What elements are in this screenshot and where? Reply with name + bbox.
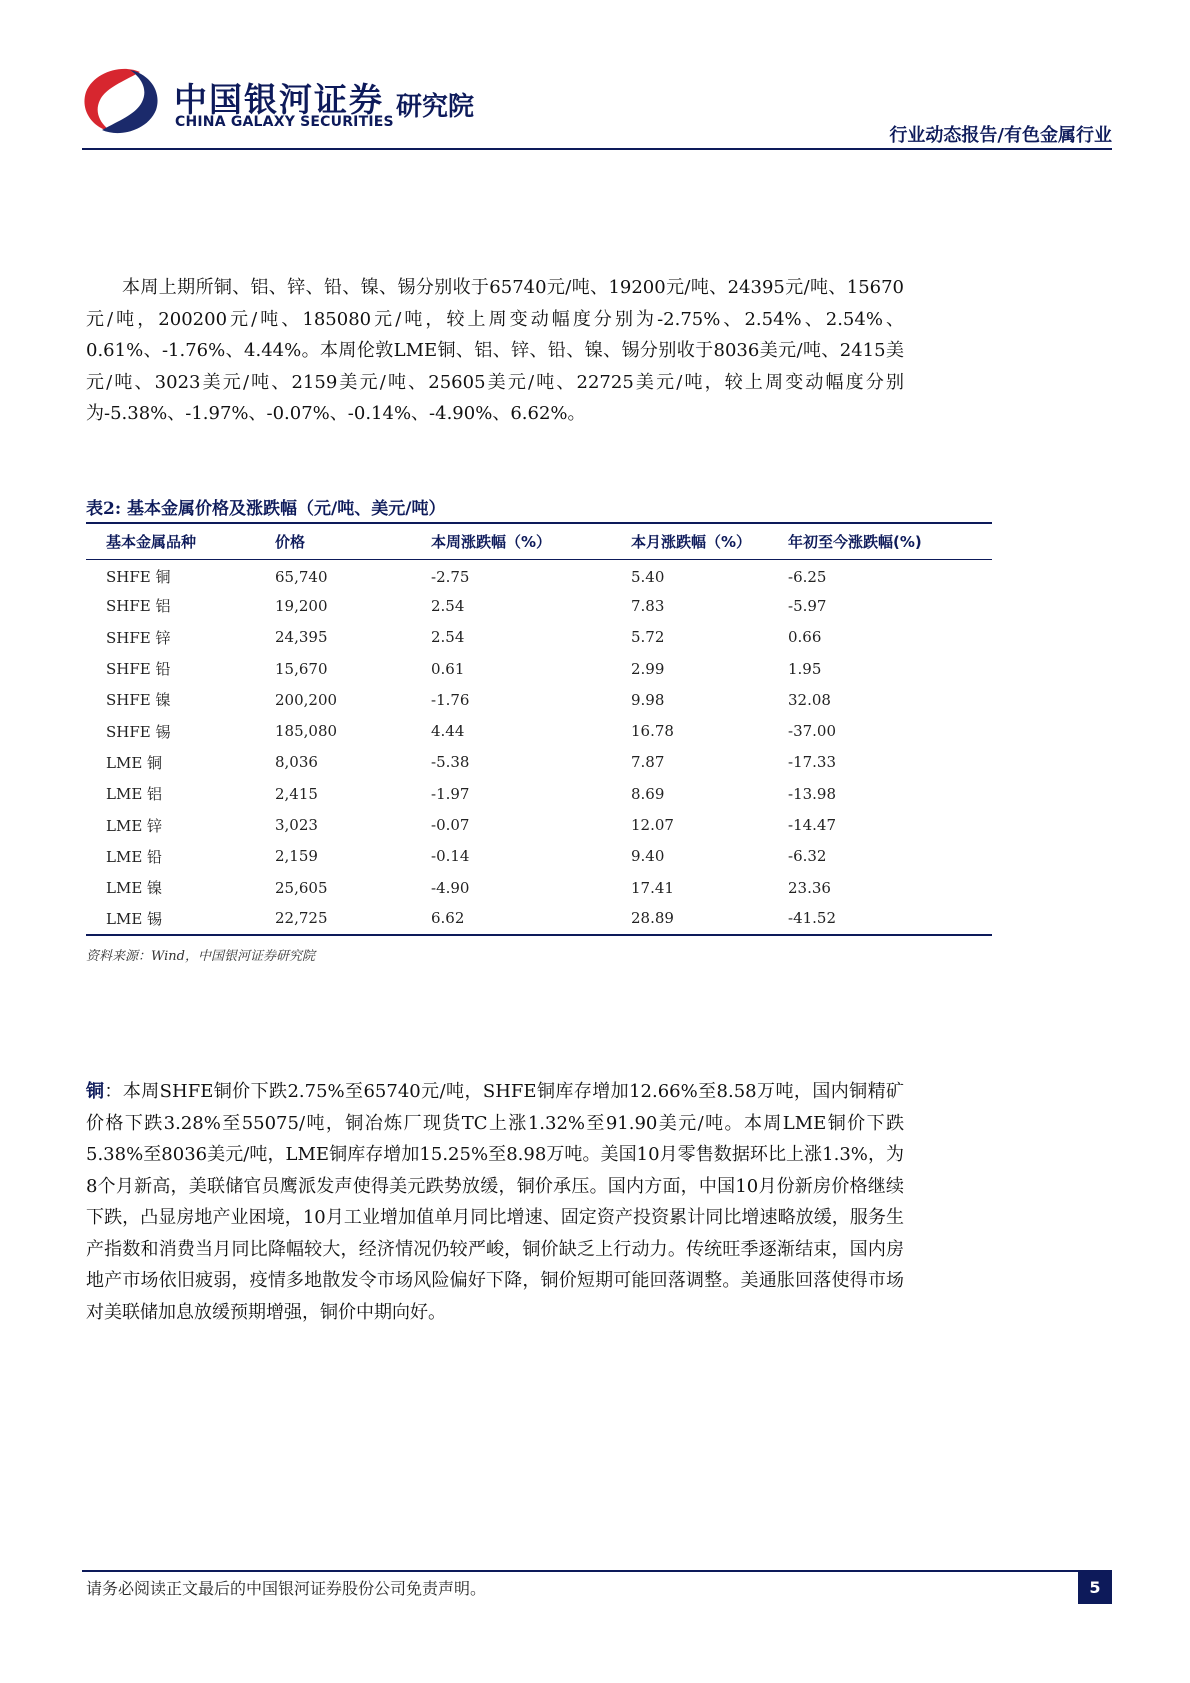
brand-name-cn: 中国银河证券 <box>174 80 384 119</box>
cell-weekly-change: -5.38 <box>431 753 470 772</box>
cell-metal: SHFE 镍 <box>106 691 171 710</box>
galaxy-logo-icon <box>82 66 160 136</box>
cell-price: 25,605 <box>275 878 328 897</box>
cell-weekly-change: 2.54 <box>431 628 465 647</box>
cell-metal: SHFE 锡 <box>106 722 171 741</box>
cell-ytd-change: 1.95 <box>788 659 822 678</box>
copper-analysis-paragraph <box>86 1076 904 1328</box>
footer-divider <box>82 1570 1112 1572</box>
cell-ytd-change: 23.36 <box>788 878 831 897</box>
cell-metal: SHFE 铅 <box>106 660 171 679</box>
cell-monthly-change: 9.98 <box>631 690 665 709</box>
table-title: 表2: 基本金属价格及涨跌幅（元/吨、美元/吨） <box>86 499 446 519</box>
cell-weekly-change: 0.61 <box>431 659 465 678</box>
institute-name: 研究院 <box>396 92 475 122</box>
header-price: 价格 <box>275 523 431 559</box>
cell-metal: LME 铜 <box>106 753 163 772</box>
cell-ytd-change: -6.32 <box>788 847 827 866</box>
cell-monthly-change: 17.41 <box>631 878 674 897</box>
cell-weekly-change: -0.14 <box>431 847 470 866</box>
cell-price: 8,036 <box>275 753 318 772</box>
cell-metal: LME 锡 <box>86 903 275 934</box>
cell-monthly-change: 9.40 <box>631 847 665 866</box>
footer-disclaimer: 请务必阅读正文最后的中国银河证券股份公司免责声明。 <box>86 1579 487 1598</box>
cell-price: 185,080 <box>275 722 338 741</box>
table-row <box>86 872 992 903</box>
brand-name-en: CHINA GALAXY SECURITIES <box>175 114 394 130</box>
table-header-row <box>86 523 992 559</box>
cell-price: 65,740 <box>275 567 328 586</box>
metals-price-table <box>86 522 992 936</box>
cell-price: 24,395 <box>275 628 328 647</box>
table-row <box>86 622 992 653</box>
cell-monthly-change: 28.89 <box>631 903 788 934</box>
cell-price: 3,023 <box>275 816 318 835</box>
table-row <box>86 809 992 840</box>
cell-ytd-change: -5.97 <box>788 596 827 615</box>
cell-monthly-change: 12.07 <box>631 816 674 835</box>
table-row <box>86 715 992 746</box>
cell-price: 19,200 <box>275 596 328 615</box>
cell-metal: LME 锌 <box>106 816 163 835</box>
table-row <box>86 653 992 684</box>
table-row <box>86 903 992 934</box>
header-divider <box>82 148 1112 150</box>
cell-weekly-change: -1.97 <box>431 784 470 803</box>
header-monthly-change: 本月涨跌幅（%） <box>631 523 788 559</box>
cell-ytd-change: -13.98 <box>788 784 837 803</box>
table-source: 资料来源：Wind，中国银河证券研究院 <box>86 949 315 964</box>
cell-metal: SHFE 锌 <box>106 628 171 647</box>
header-metal: 基本金属品种 <box>86 523 275 559</box>
cell-monthly-change: 7.87 <box>631 753 665 772</box>
cell-price: 15,670 <box>275 659 328 678</box>
cell-monthly-change: 2.99 <box>631 659 665 678</box>
weekly-summary-paragraph: 本周上期所铜、铝、锌、铅、镍、锡分别收于65740元/吨、19200元/吨、24395元/吨、15670元/吨，200200元/吨、185080元/吨，较上周变动幅度分别为-2.75%、2.54%、2.54%、0.61%、-1.76%、4.44%。本周伦敦LME铜、铝、锌、铅、镍、锡分别收于8036美元/吨、2415美元/吨、3023美元/吨、2159美元/吨、25605美元/吨、22725美元/吨，较上周变动幅度分别为-5.38%、-1.97%、-0.07%、-0.14%、-4.90%、6.62%。 <box>86 277 904 424</box>
header-weekly-change: 本周涨跌幅（%） <box>431 523 631 559</box>
cell-ytd-change: 32.08 <box>788 690 831 709</box>
cell-price: 200,200 <box>275 690 338 709</box>
cell-ytd-change: -37.00 <box>788 722 837 741</box>
table-row <box>86 590 992 621</box>
cell-price: 2,159 <box>275 847 318 866</box>
cell-monthly-change: 5.72 <box>631 628 665 647</box>
cell-weekly-change: -1.76 <box>431 690 470 709</box>
table-row <box>86 841 992 872</box>
cell-ytd-change: -6.25 <box>788 567 827 586</box>
cell-metal: LME 铝 <box>106 785 163 804</box>
cell-ytd-change: -41.52 <box>788 903 992 934</box>
copper-lead: 铜 <box>86 1081 105 1102</box>
cell-ytd-change: -17.33 <box>788 753 837 772</box>
cell-weekly-change: 4.44 <box>431 722 465 741</box>
cell-ytd-change: -14.47 <box>788 816 837 835</box>
cell-metal: SHFE 铝 <box>106 597 171 616</box>
cell-weekly-change: -2.75 <box>431 567 470 586</box>
cell-monthly-change: 5.40 <box>631 567 665 586</box>
cell-weekly-change: -4.90 <box>431 878 470 897</box>
cell-monthly-change: 7.83 <box>631 596 665 615</box>
cell-monthly-change: 8.69 <box>631 784 665 803</box>
table-row <box>86 559 992 590</box>
cell-weekly-change: 6.62 <box>431 903 631 934</box>
copper-body: ：本周SHFE铜价下跌2.75%至65740元/吨，SHFE铜库存增加12.66%至8.58万吨，国内铜精矿价格下跌3.28%至55075/吨，铜冶炼厂现货TC上涨1.32%至91.90美元/吨。本周LME铜价下跌5.38%至8036美元/吨，LME铜库存增加15.25%至8.98万吨。美国10月零售数据环比上涨1.3%，为8个月新高，美联储官员鹰派发声使得美元跌势放缓，铜价承压。国内方面，中国10月份新房价格继续下跌，凸显房地产业困境，10月工业增加值单月同比增速、固定资产投资累计同比增速略放缓，服务生产指数和消费当月同比降幅较大，经济情况仍较严峻，铜价缺乏上行动力。传统旺季逐渐结束，国内房地产市场依旧疲弱，疫情多地散发令市场风险偏好下降，铜价短期可能回落调整。美通胀回落使得市场对美联储加息放缓预期增强，铜价中期向好。 <box>86 1081 905 1323</box>
cell-ytd-change: 0.66 <box>788 628 822 647</box>
cell-metal: LME 镍 <box>106 879 163 898</box>
page-number: 5 <box>1078 1572 1112 1604</box>
report-type: 行业动态报告/有色金属行业 <box>889 125 1112 146</box>
cell-price: 2,415 <box>275 784 318 803</box>
cell-metal: SHFE 铜 <box>106 568 171 587</box>
table-row <box>86 684 992 715</box>
header-ytd-change: 年初至今涨跌幅(%) <box>788 523 992 559</box>
cell-weekly-change: 2.54 <box>431 596 465 615</box>
cell-price: 22,725 <box>275 903 431 934</box>
cell-monthly-change: 16.78 <box>631 722 674 741</box>
cell-metal: LME 铅 <box>106 847 163 866</box>
table-row <box>86 747 992 778</box>
table-row <box>86 778 992 809</box>
cell-weekly-change: -0.07 <box>431 816 470 835</box>
